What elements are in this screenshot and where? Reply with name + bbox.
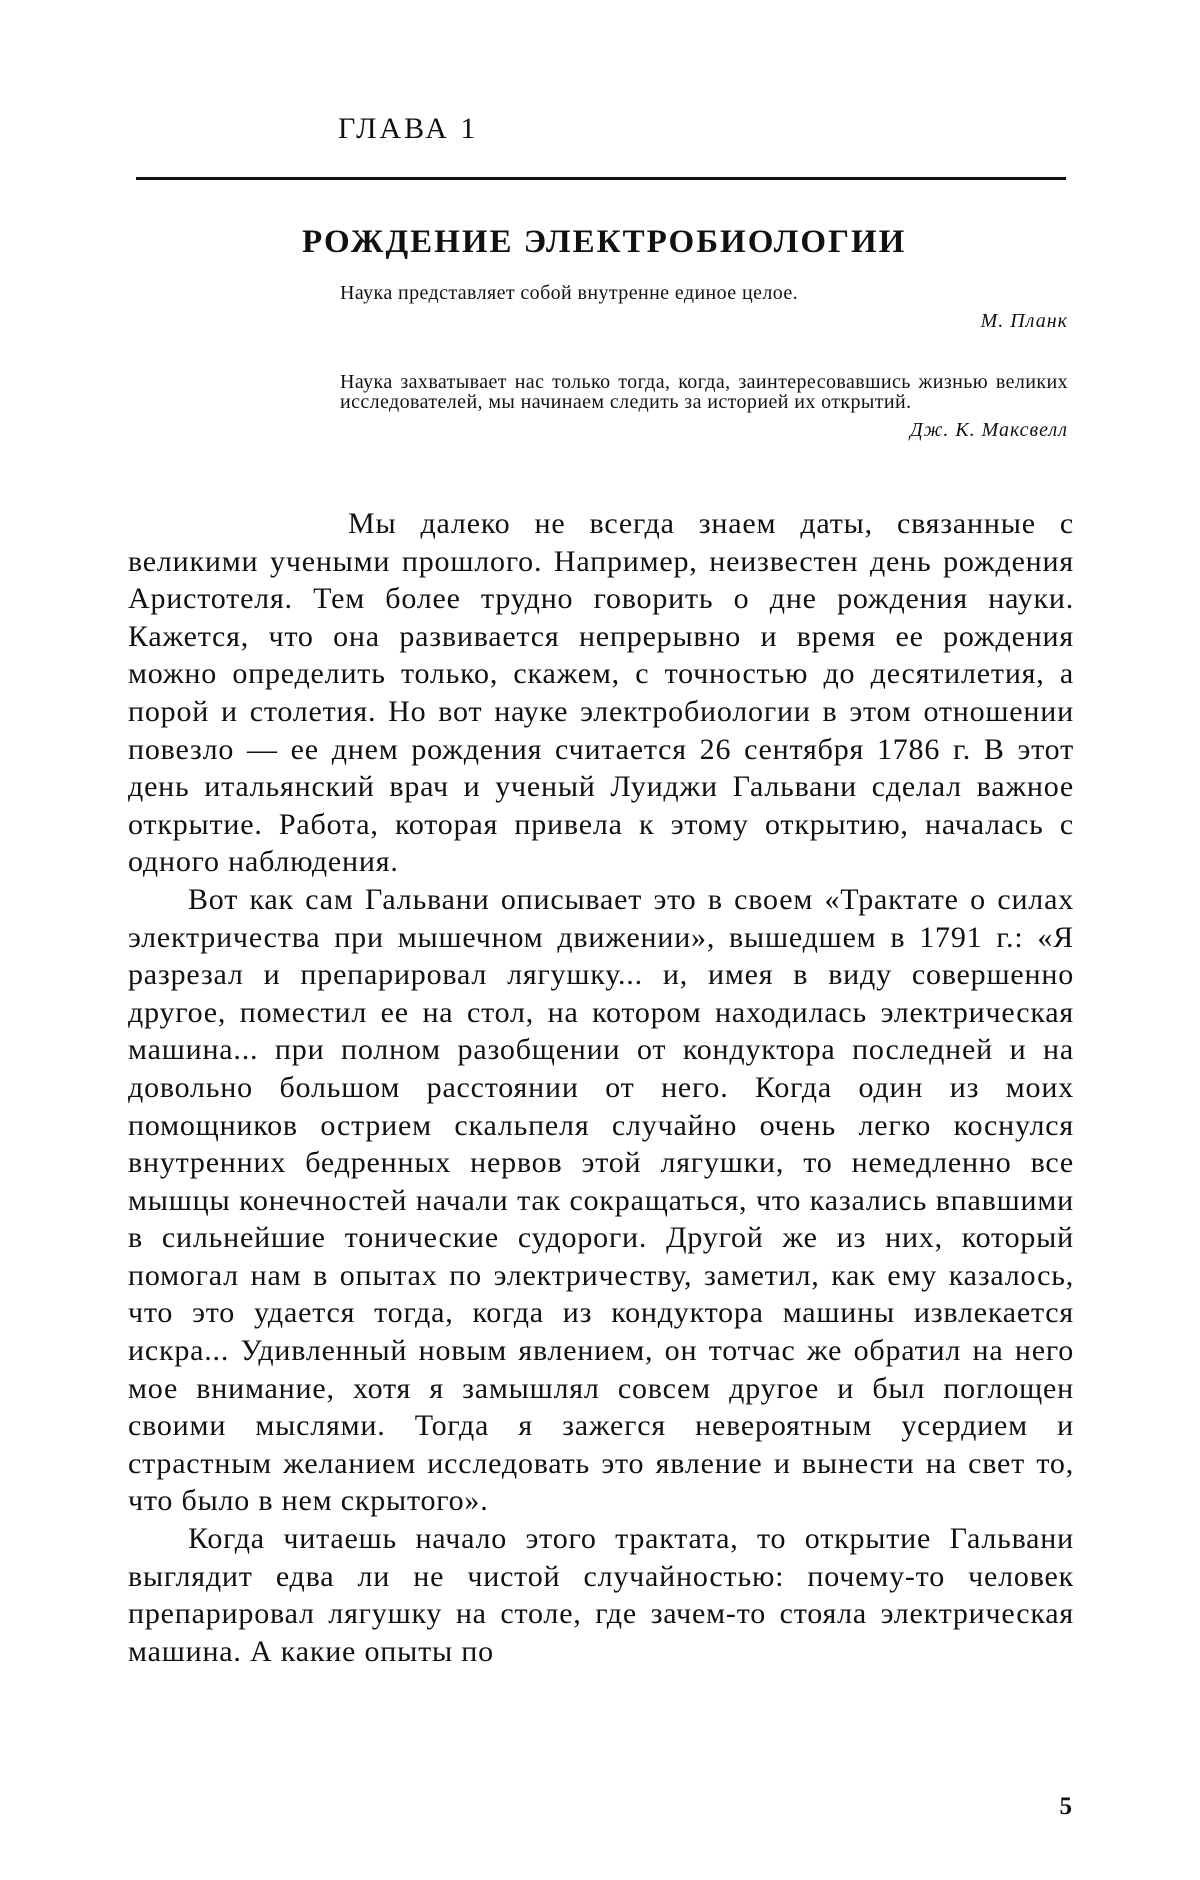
chapter-label: ГЛАВА 1 (338, 112, 478, 146)
page-number: 5 (1060, 1793, 1073, 1821)
body-paragraph: Мы далеко не всегда знаем даты, связанные с великими учеными прошлого. Например, неизвестен день рождения Аристотеля. Тем более трудно говорить о дне рождения науки. Кажется, что она развивается непрерывно и время ее рождения можно определить только, скажем, с точностью до десятилетия, а порой и столетия. Но вот науке электробиологии в этом отношении повезло — ее днем рождения считается 26 сентября 1786 г. В этот день итальянский врач и ученый Луиджи Гальвани сделал важное открытие. Работа, которая привела к этому открытию, началась с одного наблюдения. (128, 505, 1074, 881)
epigraph-author: Дж. К. Максвелл (340, 420, 1068, 440)
chapter-body (128, 505, 1074, 1670)
body-paragraph: Когда читаешь начало этого трактата, то открытие Гальвани выглядит едва ли не чистой случайностью: почему-то человек препарировал лягушку на столе, где зачем-то стояла электрическая машина. А какие опыты по (128, 1520, 1074, 1670)
epigraph-text: Наука представляет собой внутренне единое целое. (340, 283, 1068, 303)
epigraph-planck (340, 283, 1068, 331)
epigraph-maxwell (340, 372, 1068, 440)
body-paragraph: Вот как сам Гальвани описывает это в своем «Трактате о силах электричества при мышечном движении», вышедшем в 1791 г.: «Я разрезал и препарировал лягушку... и, имея в виду совершенно другое, поместил ее на стол, на котором находилась электрическая машина... при полном разобщении от кондуктора последней и на довольно большом расстоянии от него. Когда один из моих помощников острием скальпеля случайно очень легко коснулся внутренних бедренных нервов этой лягушки, то немедленно все мышцы конечностей начали так сокращаться, что казались впавшими в сильнейшие тонические судороги. Другой же из них, который помогал нам в опытах по электричеству, заметил, как ему казалось, что это удается тогда, когда из кондуктора машины извлекается искра... Удивленный новым явлением, он тотчас же обратил на него мое внимание, хотя я замышлял совсем другое и был поглощен своими мыслями. Тогда я зажегся невероятным усердием и страстным желанием исследовать это явление и вынести на свет то, что было в нем скрытого». (128, 881, 1074, 1520)
epigraph-text: Наука захватывает нас только тогда, когда, заинтересовавшись жизнью великих исследователей, мы начинаем следить за историей их открытий. (340, 372, 1068, 412)
epigraph-author: М. Планк (340, 311, 1068, 331)
chapter-title: РОЖДЕНИЕ ЭЛЕКТРОБИОЛОГИИ (302, 224, 906, 261)
book-page (0, 0, 1200, 1880)
chapter-divider (136, 177, 1066, 180)
